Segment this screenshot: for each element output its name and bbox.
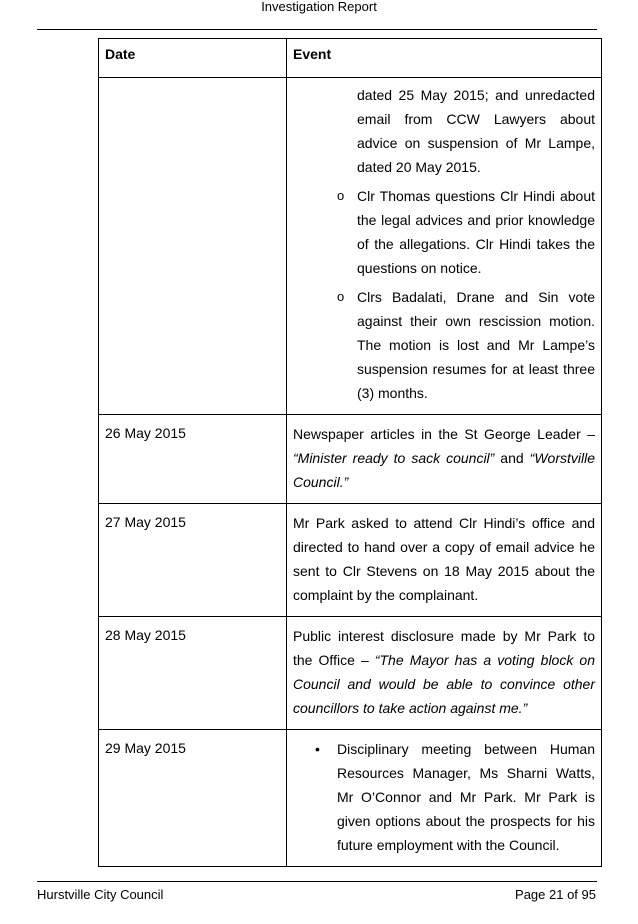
table-row (99, 504, 602, 617)
date-cell: 29 May 2015 (99, 730, 287, 867)
event-cell (287, 504, 602, 617)
event-cell (287, 730, 602, 867)
table-row (99, 415, 602, 504)
date-cell: 28 May 2015 (99, 617, 287, 730)
date-column-header: Date (99, 39, 287, 78)
table-row (99, 78, 602, 415)
list-item: o Clr Thomas questions Clr Hindi about the legal advices and prior knowledge of the allegations. Clr Hindi takes the questions on notice. (293, 184, 595, 280)
table-row (99, 617, 602, 730)
table-header-row (99, 39, 602, 78)
date-cell-empty (99, 78, 287, 415)
event-text: Public interest disclosure made by Mr Park to the Office – “The Mayor has a voting block on Council and would be able to convince other councillors to take action against me.” (293, 628, 595, 716)
sub-bullet-marker: o (337, 188, 345, 203)
list-item: • Disciplinary meeting between Human Resources Manager, Ms Sharni Watts, Mr O’Connor and Mr Park. Mr Park is given options about the prospects for his future employment with the Council. (293, 737, 595, 857)
header-rule (37, 29, 597, 30)
list-item: o Clrs Badalati, Drane and Sin vote against their own rescission motion. The motion is lost and Mr Lampe’s suspension resumes for at least three (3) months. (293, 285, 595, 405)
event-text: Newspaper articles in the St George Leader – “Minister ready to sack council” and “Worstville Council.” (293, 426, 595, 490)
footer-rule (37, 881, 597, 882)
event-column-header: Event (287, 39, 602, 78)
report-header-title: Investigation Report (261, 0, 377, 14)
bullet-marker: • (315, 741, 320, 757)
sub-bullet-marker: o (337, 289, 345, 304)
date-cell: 27 May 2015 (99, 504, 287, 617)
event-text: Mr Park asked to attend Clr Hindi’s office and directed to hand over a copy of email advice he sent to Clr Stevens on 18 May 2015 about the complaint by the complainant. (293, 515, 595, 603)
event-cell (287, 617, 602, 730)
event-cell (287, 78, 602, 415)
timeline-table (98, 38, 602, 867)
table-row (99, 730, 602, 867)
footer-page-number: Page 21 of 95 (515, 887, 596, 902)
continued-event-text: dated 25 May 2015; and unredacted email from CCW Lawyers about advice on suspension of Mr Lampe, dated 20 May 2015. (357, 87, 595, 175)
footer-organisation: Hurstville City Council (37, 887, 164, 902)
event-cell (287, 415, 602, 504)
date-cell: 26 May 2015 (99, 415, 287, 504)
